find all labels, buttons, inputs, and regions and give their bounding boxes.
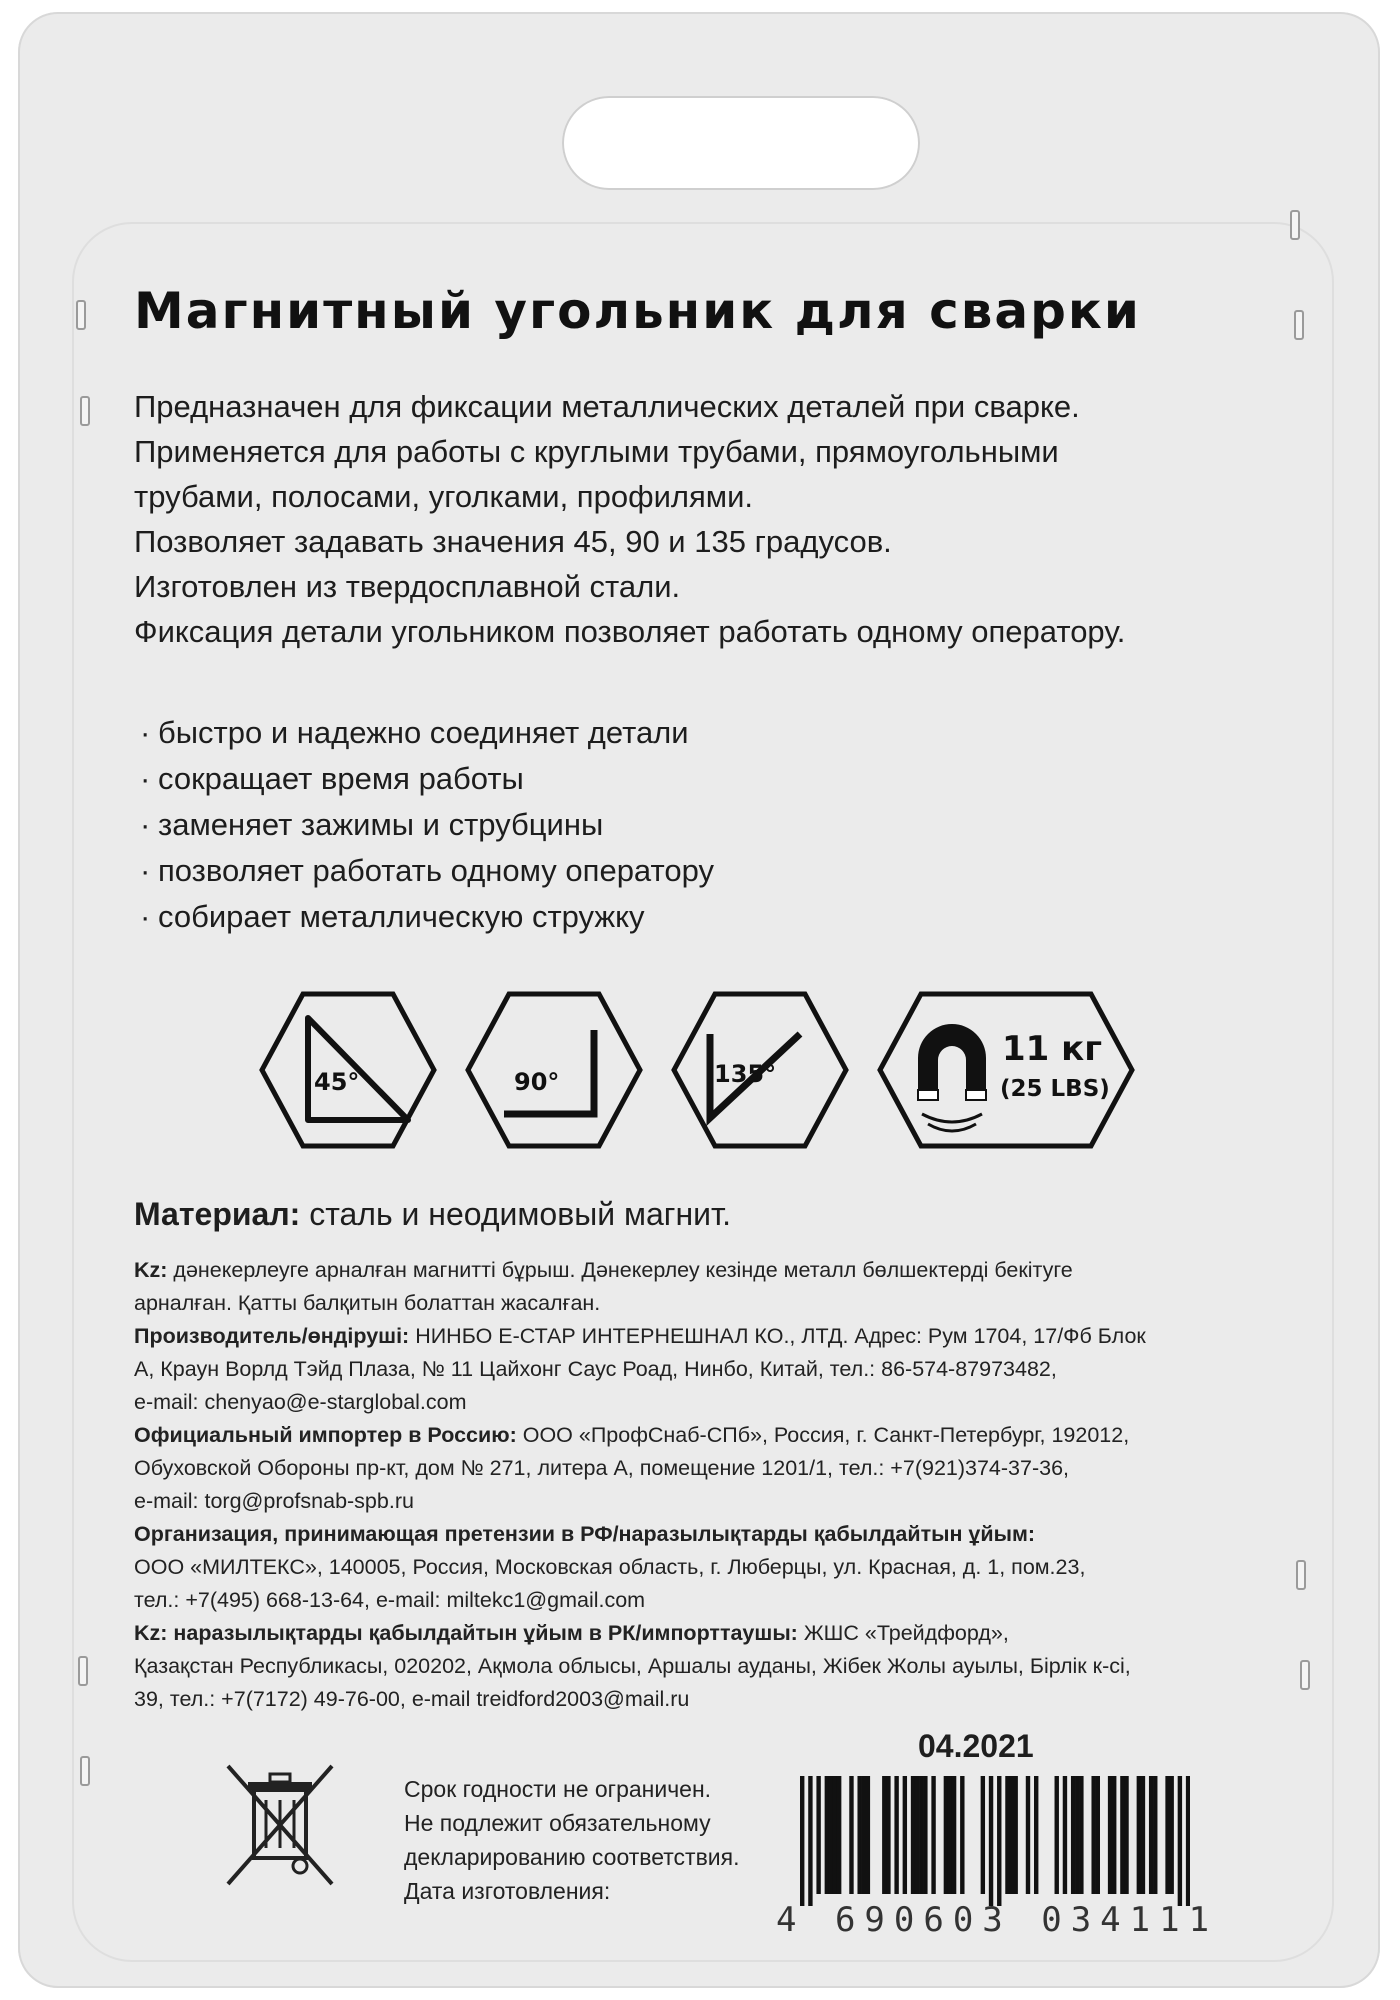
barcode-bar	[1096, 1776, 1100, 1894]
barcode-bar	[960, 1776, 964, 1894]
barcode-bar	[903, 1776, 907, 1894]
barcode-number: 4 690603 034111	[776, 1900, 1219, 1940]
barcode-bar	[1120, 1776, 1124, 1894]
claims-info: тел.: +7(495) 668-13-64, e-mail: miltekc1@gmail.com	[134, 1588, 646, 1612]
description-line: Изготовлен из твердосплавной стали.	[134, 569, 681, 604]
kz-description: Kz: дәнекерлеуге арналған магнитті бұрыш. Дәнекерлеу кезінде металл бөлшектерді бекітуге	[134, 1258, 1073, 1282]
shelf-life-info	[404, 1772, 740, 1908]
material-label: Материал:	[134, 1196, 301, 1232]
description-line: Фиксация детали угольником позволяет работать одному оператору.	[134, 614, 1126, 649]
barcode-bar	[1186, 1776, 1190, 1906]
legal-info	[134, 1254, 1294, 1716]
barcode-bar	[1178, 1776, 1182, 1906]
svg-text:90°: 90°	[514, 1068, 560, 1096]
barcode-bar	[816, 1776, 820, 1894]
barcode-bar	[849, 1776, 853, 1894]
shelf-life-line: Не подлежит обязательному	[404, 1810, 711, 1836]
feature-item: · заменяет зажимы и струбцины	[140, 807, 604, 842]
barcode-bar	[866, 1776, 870, 1894]
staple-icon	[80, 1756, 90, 1786]
barcode-bar	[1075, 1776, 1079, 1894]
product-title: Магнитный угольник для сварки	[134, 282, 1141, 340]
svg-text:45°: 45°	[314, 1068, 360, 1096]
claims-label: Организация, принимающая претензии в РФ/наразылықтарды қабылдайтын ұйым:	[134, 1522, 1036, 1546]
barcode-bar	[1055, 1776, 1059, 1894]
barcode-bar	[886, 1776, 890, 1894]
barcode-bar	[862, 1776, 866, 1894]
barcode-bar	[952, 1776, 956, 1894]
feature-list	[140, 710, 714, 940]
barcode-bar	[944, 1776, 948, 1894]
importer-info: Обуховской Обороны пр-кт, дом № 271, литера А, помещение 1201/1, тел.: +7(921)374-37-36,	[134, 1456, 1070, 1480]
svg-text:(25 LBS): (25 LBS)	[1000, 1076, 1110, 1102]
barcode-bar	[837, 1776, 841, 1894]
staple-icon	[1294, 310, 1304, 340]
barcode-bar	[997, 1776, 1001, 1906]
barcode-bar	[1034, 1776, 1038, 1894]
feature-item: · быстро и надежно соединяет детали	[140, 715, 689, 750]
barcode-bar	[931, 1776, 935, 1894]
staple-icon	[1300, 1660, 1310, 1690]
kz-claims-info: Қазақстан Республикасы, 020202, Ақмола облысы, Аршалы ауданы, Жібек Жолы ауылы, Бірлік к-сі,	[134, 1654, 1131, 1678]
barcode	[800, 1776, 1190, 1906]
importer-info: Официальный импортер в Россию: ООО «ПрофСнаб-СПб», Россия, г. Санкт-Петербург, 192012,	[134, 1423, 1130, 1447]
kz-claims-info: Kz: наразылықтарды қабылдайтын ұйым в РК/импорттаушы: ЖШС «Трейдфорд»,	[134, 1621, 1009, 1645]
barcode-bar	[1169, 1776, 1173, 1894]
barcode-bar	[882, 1776, 886, 1894]
angle-45-icon	[258, 990, 438, 1150]
shelf-life-line: Срок годности не ограничен.	[404, 1776, 712, 1802]
feature-item: · сокращает время работы	[140, 761, 524, 796]
barcode-bar	[989, 1776, 993, 1906]
staple-icon	[1290, 210, 1300, 240]
barcode-bar	[981, 1776, 985, 1894]
barcode-bar	[857, 1776, 861, 1894]
production-date: 04.2021	[918, 1728, 1034, 1764]
barcode-bar	[1079, 1776, 1083, 1894]
magnet-icon	[876, 990, 1136, 1150]
material-value: сталь и неодимовый магнит.	[300, 1196, 731, 1232]
angle-90-icon	[464, 990, 644, 1150]
product-description	[134, 384, 1294, 654]
crossed-bin-icon	[220, 1760, 340, 1890]
staple-icon	[78, 1656, 88, 1686]
claims-info: ООО «МИЛТЕКС», 140005, Россия, Московская область, г. Люберцы, ул. Красная, д. 1, пом.23,	[134, 1555, 1086, 1579]
barcode-bar	[1071, 1776, 1075, 1894]
svg-text:11 кг: 11 кг	[1002, 1029, 1102, 1069]
manufacturer-email: e-mail: chenyao@e-starglobal.com	[134, 1390, 467, 1414]
barcode-bar	[1153, 1776, 1157, 1894]
barcode-bar	[1108, 1776, 1112, 1894]
feature-item: · позволяет работать одному оператору	[140, 853, 714, 888]
barcode-bar	[1009, 1776, 1013, 1894]
barcode-bar	[829, 1776, 833, 1894]
staple-icon	[1296, 1560, 1306, 1590]
barcode-bar	[1149, 1776, 1153, 1894]
barcode-bar	[1026, 1776, 1030, 1894]
staple-icon	[80, 396, 90, 426]
manufacturer-info: А, Краун Ворлд Тэйд Плаза, № 11 Цайхонг Саус Роад, Нинбо, Китай, тел.: 86-574-87973482,	[134, 1357, 1057, 1381]
angle-135-icon	[670, 990, 850, 1150]
description-line: трубами, полосами, уголками, профилями.	[134, 479, 754, 514]
hang-hole	[562, 96, 920, 190]
barcode-bar	[1112, 1776, 1116, 1894]
importer-email: e-mail: torg@profsnab-spb.ru	[134, 1489, 414, 1513]
barcode-bar	[1063, 1776, 1067, 1894]
barcode-bar	[948, 1776, 952, 1894]
shelf-life-line: декларированию соответствия.	[404, 1844, 740, 1870]
manufacturer-info: Производитель/өндіруші: НИНБО Е-СТАР ИНТЕРНЕШНАЛ КО., ЛТД. Адрес: Рум 1704, 17/Фб Блок	[134, 1324, 1146, 1348]
barcode-bar	[800, 1776, 804, 1906]
barcode-bar	[825, 1776, 829, 1894]
shelf-life-line: Дата изготовления:	[404, 1878, 611, 1904]
svg-text:135°: 135°	[714, 1060, 777, 1088]
description-line: Предназначен для фиксации металлических деталей при сварке.	[134, 389, 1080, 424]
barcode-bar	[1137, 1776, 1141, 1894]
kz-description: арналған. Қатты балқитын болаттан жасалған.	[134, 1291, 601, 1315]
barcode-bar	[1005, 1776, 1009, 1894]
material-line	[134, 1196, 731, 1233]
barcode-bar	[1013, 1776, 1017, 1894]
barcode-bar	[915, 1776, 919, 1894]
barcode-bar	[894, 1776, 898, 1894]
kz-claims-info: 39, тел.: +7(7172) 49-76-00, e-mail treidford2003@mail.ru	[134, 1687, 690, 1711]
barcode-bar	[911, 1776, 915, 1894]
barcode-bar	[1165, 1776, 1169, 1894]
description-line: Применяется для работы с круглыми трубами, прямоугольными	[134, 434, 1059, 469]
barcode-bar	[808, 1776, 812, 1906]
description-line: Позволяет задавать значения 45, 90 и 135 градусов.	[134, 524, 892, 559]
feature-item: · собирает металлическую стружку	[140, 899, 645, 934]
barcode-bar	[1141, 1776, 1145, 1894]
barcode-bar	[833, 1776, 837, 1894]
staple-icon	[76, 300, 86, 330]
barcode-bar	[1124, 1776, 1128, 1894]
barcode-bar	[923, 1776, 927, 1894]
barcode-bar	[1091, 1776, 1095, 1894]
barcode-bar	[919, 1776, 923, 1894]
